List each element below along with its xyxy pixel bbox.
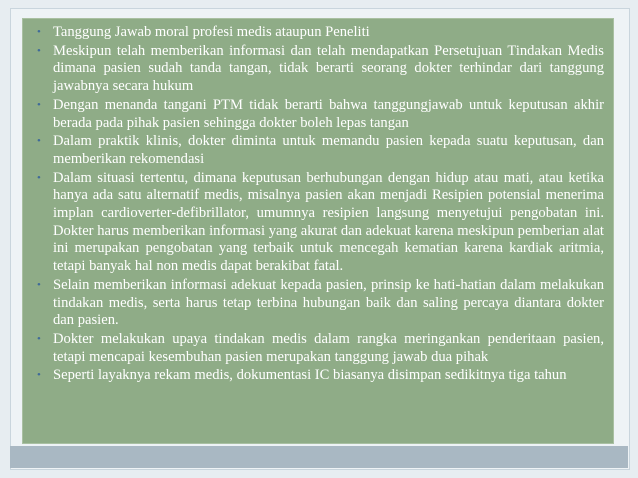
list-item bbox=[36, 277, 604, 330]
bullet-icon: • bbox=[37, 332, 41, 345]
bottom-bar bbox=[10, 446, 628, 468]
bullet-text: Tanggung Jawab moral profesi medis ataupun Peneliti bbox=[53, 24, 370, 40]
bullet-text: Dokter melakukan upaya tindakan medis dalam rangka meringankan penderitaan pasien, tetapi mencapai kesembuhan pasien merupakan tanggung jawab dua pihak bbox=[53, 330, 604, 365]
bullet-list bbox=[36, 24, 604, 386]
bullet-text: Selain memberikan informasi adekuat kepada pasien, prinsip ke hati-hatian dalam melakukan tindakan medis, serta harus tetap terbina hubungan baik dan saling percaya diantara dokter dan pasien. bbox=[53, 276, 604, 329]
bullet-icon: • bbox=[37, 44, 41, 57]
content-panel bbox=[22, 18, 614, 444]
bullet-icon: • bbox=[37, 171, 41, 184]
bullet-icon: • bbox=[37, 135, 41, 148]
list-item bbox=[36, 367, 604, 385]
bullet-text: Dalam praktik klinis, dokter diminta untuk memandu pasien kepada suatu keputusan, dan memberikan rekomendasi bbox=[53, 133, 604, 167]
bullet-text: Dalam situasi tertentu, dimana keputusan berhubungan dengan hidup atau mati, atau ketika hanya ada satu alternatif medis, misalnya pasien akan menjadi Resipien potensial menerima implan cardioverter-defibrillator, umumnya resipien langsung menyetujui pengobatan ini. Dokter harus memberikan informasi yang akurat dan adekuat karena meskipun pemberian alat ini merupakan pengobatan yang terbaik untuk mencegah kematian karena kardiak aritmia, tetapi banyak hal non medis dapat berakibat fatal. bbox=[53, 169, 604, 275]
list-item bbox=[36, 133, 604, 168]
bullet-text: Dengan menanda tangani PTM tidak berarti bahwa tanggungjawab untuk keputusan akhir berada pada pihak pasien sehingga dokter boleh lepas tangan bbox=[53, 96, 604, 131]
bullet-icon: • bbox=[37, 26, 41, 38]
bullet-icon: • bbox=[37, 278, 41, 291]
bullet-text: Meskipun telah memberikan informasi dan telah mendapatkan Persetujuan Tindakan Medis dimana pasien sudah tanda tangan, tidak berarti seorang dokter terhindar dari tanggung jawabnya secara hukum bbox=[53, 42, 604, 95]
list-item bbox=[36, 43, 604, 96]
list-item bbox=[36, 170, 604, 276]
bullet-icon: • bbox=[37, 98, 41, 111]
bullet-icon: • bbox=[37, 369, 41, 382]
list-item bbox=[36, 97, 604, 132]
list-item bbox=[36, 331, 604, 366]
bullet-text: Seperti layaknya rekam medis, dokumentasi IC biasanya disimpan sedikitnya tiga tahun bbox=[53, 367, 567, 384]
list-item bbox=[36, 24, 604, 42]
